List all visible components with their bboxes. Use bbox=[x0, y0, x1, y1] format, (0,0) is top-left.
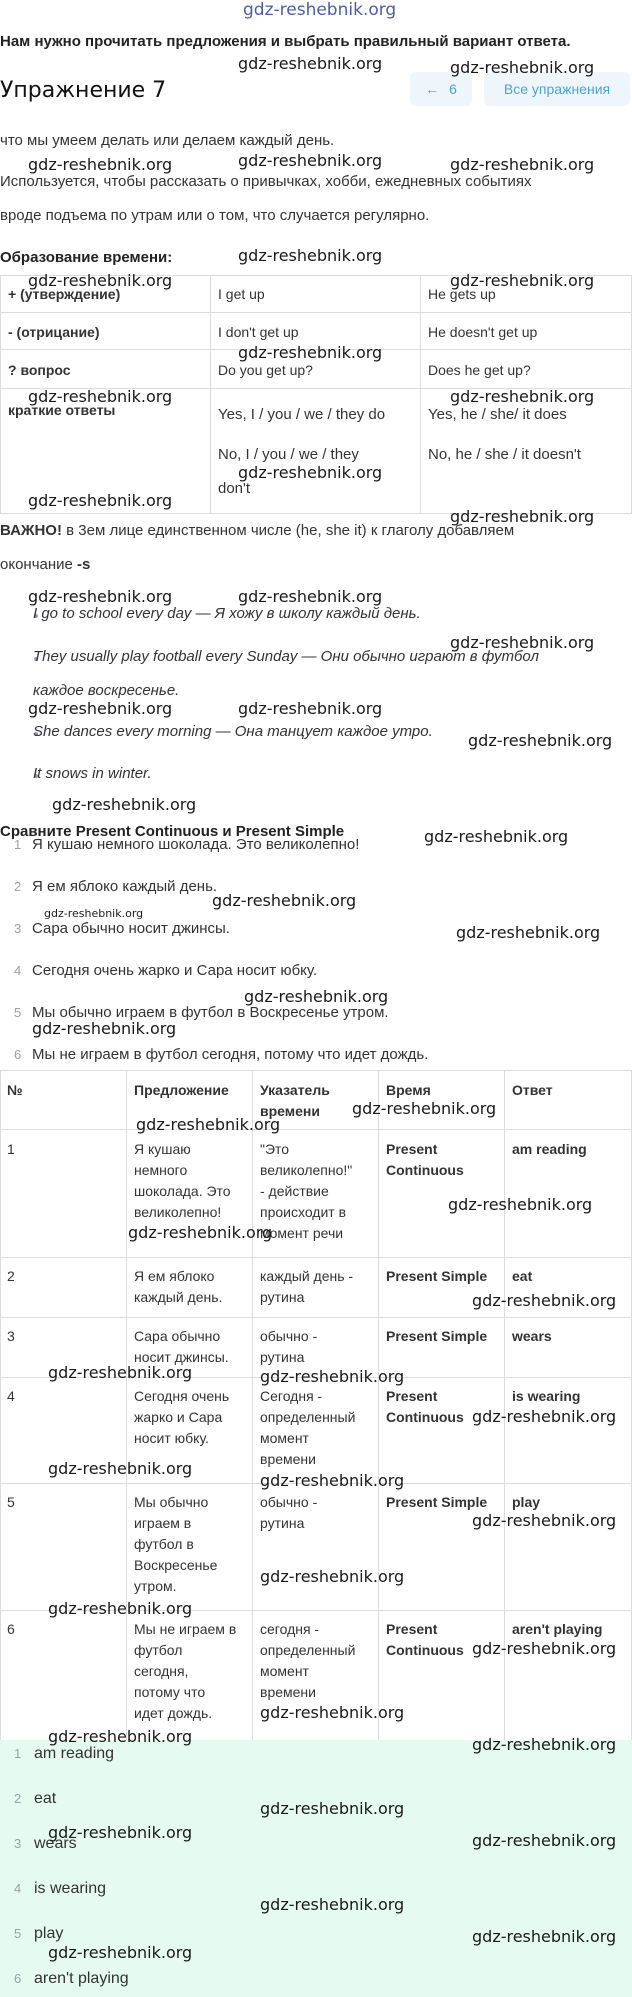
all-exercises-label: Все упражнения bbox=[503, 81, 611, 97]
table-answer: is wearing bbox=[512, 1388, 581, 1404]
sentence-number: 3 bbox=[14, 921, 22, 936]
watermark-text: gdz-reshebnik.org bbox=[48, 1599, 193, 1618]
row-cell: Does he get up? bbox=[428, 362, 531, 378]
cell-line: Я кушаю bbox=[134, 1141, 191, 1157]
table-tense bbox=[386, 1619, 464, 1661]
row-cell: don't bbox=[218, 480, 251, 497]
table-marker bbox=[260, 1266, 353, 1308]
cell-line: рутина bbox=[260, 1515, 305, 1531]
table-cell bbox=[0, 1483, 127, 1611]
row-cell: Yes, I / you / we / they do bbox=[218, 406, 386, 423]
table-answer: am reading bbox=[512, 1141, 587, 1157]
answer-text: eat bbox=[34, 1790, 57, 1807]
table-tense bbox=[386, 1266, 487, 1287]
watermark-text: gdz-reshebnik.org bbox=[243, 0, 397, 20]
watermark-text: gdz-reshebnik.org bbox=[260, 1567, 405, 1586]
table-marker bbox=[260, 1139, 352, 1244]
watermark-text: gdz-reshebnik.org bbox=[472, 1831, 617, 1850]
watermark-text: gdz-reshebnik.org bbox=[260, 1471, 405, 1490]
answer-number: 3 bbox=[14, 1836, 22, 1851]
watermark-text: gdz-reshebnik.org bbox=[28, 271, 173, 290]
example-item: It snows in winter. bbox=[33, 765, 152, 782]
table-sentence bbox=[134, 1619, 236, 1724]
cell-line: Continuous bbox=[386, 1642, 464, 1658]
cell-line: Мы обычно bbox=[134, 1494, 209, 1510]
prev-exercise-label: 6 bbox=[449, 81, 457, 97]
cell-line: Present bbox=[386, 1141, 438, 1157]
watermark-text: gdz-reshebnik.org bbox=[52, 795, 197, 814]
intro-line-2: Используется, чтобы рассказать о привычках, хобби, ежедневных событиях bbox=[0, 173, 532, 190]
cell-line: времени bbox=[260, 1684, 316, 1700]
watermark-text: gdz-reshebnik.org bbox=[32, 1019, 177, 1038]
table-tense bbox=[386, 1139, 464, 1181]
table-answer: wears bbox=[512, 1328, 552, 1344]
cell-line: определенный bbox=[260, 1409, 356, 1425]
table-marker bbox=[260, 1326, 317, 1368]
table-tense bbox=[386, 1326, 487, 1347]
watermark-text: gdz-reshebnik.org bbox=[48, 1943, 193, 1962]
watermark-text: gdz-reshebnik.org bbox=[450, 155, 595, 174]
watermark-text: gdz-reshebnik.org bbox=[450, 507, 595, 526]
comparison-heading: Сравните Present Continuous и Present Simple bbox=[0, 823, 345, 840]
row-label: - (отрицание) bbox=[8, 324, 100, 340]
formation-title: Образование времени: bbox=[0, 249, 173, 266]
row-cell: Yes, he / she/ it does bbox=[428, 406, 567, 423]
cell-line: носит джинсы. bbox=[134, 1349, 229, 1365]
page-title: Упражнение 7 bbox=[0, 78, 167, 103]
watermark-text: gdz-reshebnik.org bbox=[260, 1367, 405, 1386]
watermark-text: gdz-reshebnik.org bbox=[48, 1459, 193, 1478]
row-cell: I get up bbox=[218, 286, 265, 302]
table-row-number: 4 bbox=[7, 1388, 15, 1404]
sentence-number: 1 bbox=[14, 837, 22, 852]
watermark-text: gdz-reshebnik.org bbox=[260, 1895, 405, 1914]
cell-line: Сегодня очень bbox=[134, 1388, 230, 1404]
watermark-text: gdz-reshebnik.org bbox=[28, 155, 173, 174]
cell-line: немного bbox=[134, 1162, 188, 1178]
cell-line: утром. bbox=[134, 1578, 177, 1594]
row-label: краткие ответы bbox=[8, 402, 116, 418]
watermark-text: gdz-reshebnik.org bbox=[238, 699, 383, 718]
cell-line: Present bbox=[386, 1621, 438, 1637]
important-note-2 bbox=[0, 556, 90, 573]
cell-line: "Это bbox=[260, 1141, 290, 1157]
cell-line: Я ем яблоко bbox=[134, 1268, 215, 1284]
watermark-text: gdz-reshebnik.org bbox=[244, 987, 389, 1006]
table-row-number: 6 bbox=[7, 1621, 15, 1637]
table-answer: eat bbox=[512, 1268, 533, 1284]
watermark-text: gdz-reshebnik.org bbox=[352, 1099, 497, 1118]
cell-line: момент bbox=[260, 1663, 309, 1679]
cell-line: момент bbox=[260, 1430, 309, 1446]
cell-line: жарко и Сара bbox=[134, 1409, 223, 1425]
watermark-text: gdz-reshebnik.org bbox=[450, 387, 595, 406]
table-cell bbox=[0, 1610, 127, 1741]
watermark-text: gdz-reshebnik.org bbox=[456, 923, 601, 942]
watermark-text: gdz-reshebnik.org bbox=[472, 1639, 617, 1658]
watermark-text: gdz-reshebnik.org bbox=[48, 1823, 193, 1842]
row-label: + (утверждение) bbox=[8, 286, 121, 302]
cell-line: Continuous bbox=[386, 1162, 464, 1178]
row-label: ? вопрос bbox=[8, 362, 71, 378]
cell-line: Мы не играем в bbox=[134, 1621, 237, 1637]
row-cell: No, I / you / we / they bbox=[218, 446, 359, 463]
cell-line: футбол в bbox=[134, 1536, 194, 1552]
arrow-left-icon: ← bbox=[425, 81, 440, 97]
watermark-text: gdz-reshebnik.org bbox=[472, 1407, 617, 1426]
cell-line: Сара обычно bbox=[134, 1328, 221, 1344]
cell-line: момент речи bbox=[260, 1225, 344, 1241]
row-cell: I don't get up bbox=[218, 324, 299, 340]
table-header-cell: Время bbox=[386, 1082, 431, 1098]
table-tense bbox=[386, 1492, 487, 1513]
cell-line: носит юбку. bbox=[134, 1430, 209, 1446]
sentence-number: 6 bbox=[14, 1047, 22, 1062]
cell-line: рутина bbox=[260, 1289, 305, 1305]
watermark-text: gdz-reshebnik.org bbox=[48, 1727, 193, 1746]
answer-text: am reading bbox=[34, 1745, 115, 1762]
table-sentence bbox=[134, 1386, 229, 1449]
table-tense bbox=[386, 1386, 464, 1428]
watermark-text: gdz-reshebnik.org bbox=[450, 633, 595, 652]
answer-text: play bbox=[34, 1925, 64, 1942]
watermark-text: gdz-reshebnik.org bbox=[238, 587, 383, 606]
watermark-text: gdz-reshebnik.org bbox=[44, 907, 144, 920]
cell-line: играем в bbox=[134, 1515, 192, 1531]
watermark-text: gdz-reshebnik.org bbox=[472, 1927, 617, 1946]
example-item: каждое воскресенье. bbox=[33, 682, 180, 699]
sentence-text: Мы обычно играем в футбол в Воскресенье утром. bbox=[32, 1004, 389, 1021]
watermark-text: gdz-reshebnik.org bbox=[28, 387, 173, 406]
cell-line: футбол bbox=[134, 1642, 183, 1658]
answer-text: aren't playing bbox=[34, 1970, 129, 1987]
prev-exercise-button[interactable] bbox=[410, 72, 472, 106]
watermark-text: gdz-reshebnik.org bbox=[238, 463, 383, 482]
example-item: I go to school every day — Я хожу в школу каждый день. bbox=[33, 605, 421, 622]
intro-line-3: вроде подъема по утрам или о том, что случается регулярно. bbox=[0, 207, 430, 224]
table-row-number: 1 bbox=[7, 1141, 15, 1157]
row-cell: No, he / she / it doesn't bbox=[428, 446, 581, 463]
watermark-text: gdz-reshebnik.org bbox=[260, 1799, 405, 1818]
table-header-cell: № bbox=[7, 1082, 23, 1098]
instruction-text: Нам нужно прочитать предложения и выбрать правильный вариант ответа. bbox=[0, 33, 571, 50]
cell-line: каждый день. bbox=[134, 1289, 223, 1305]
table-header-cell: Предложение bbox=[134, 1082, 229, 1098]
table-marker bbox=[260, 1619, 355, 1703]
watermark-text: gdz-reshebnik.org bbox=[28, 491, 173, 510]
table-cell bbox=[0, 1129, 127, 1258]
cell-line: происходит в bbox=[260, 1204, 347, 1220]
answer-text: is wearing bbox=[34, 1880, 107, 1897]
watermark-text: gdz-reshebnik.org bbox=[238, 246, 383, 265]
cell-line: сегодня, bbox=[134, 1663, 189, 1679]
watermark-text: gdz-reshebnik.org bbox=[28, 699, 173, 718]
table-row-number: 5 bbox=[7, 1494, 15, 1510]
sentence-number: 5 bbox=[14, 1005, 22, 1020]
watermark-text: gdz-reshebnik.org bbox=[472, 1291, 617, 1310]
watermark-text: gdz-reshebnik.org bbox=[448, 1195, 593, 1214]
watermark-text: gdz-reshebnik.org bbox=[28, 587, 173, 606]
answer-text: wears bbox=[34, 1835, 77, 1852]
sentence-text: Я ем яблоко каждый день. bbox=[32, 878, 218, 895]
all-exercises-button[interactable] bbox=[484, 72, 630, 106]
cell-line: шоколада. Это bbox=[134, 1183, 231, 1199]
row-cell: He doesn't get up bbox=[428, 324, 538, 340]
answer-number: 5 bbox=[14, 1926, 22, 1941]
cell-line: определенный bbox=[260, 1642, 356, 1658]
answer-number: 2 bbox=[14, 1791, 22, 1806]
answer-number: 6 bbox=[14, 1971, 22, 1986]
cell-line: сегодня - bbox=[260, 1621, 320, 1637]
cell-line: великолепно!" bbox=[260, 1162, 353, 1178]
table-answer: play bbox=[512, 1494, 541, 1510]
important-note bbox=[0, 522, 514, 539]
cell-line: - действие bbox=[260, 1183, 329, 1199]
cell-line: Present bbox=[386, 1388, 438, 1404]
watermark-text: gdz-reshebnik.org bbox=[450, 271, 595, 290]
sentence-text: Мы не играем в футбол сегодня, потому что идет дождь. bbox=[32, 1046, 429, 1063]
row-cell: He gets up bbox=[428, 286, 496, 302]
sentence-text: Сегодня очень жарко и Сара носит юбку. bbox=[32, 962, 318, 979]
watermark-text: gdz-reshebnik.org bbox=[450, 58, 595, 77]
table-sentence bbox=[134, 1139, 231, 1223]
table-sentence bbox=[134, 1492, 217, 1597]
table-answer: aren't playing bbox=[512, 1621, 603, 1637]
cell-line: идет дождь. bbox=[134, 1705, 213, 1721]
table-header-cell: Ответ bbox=[512, 1082, 553, 1098]
watermark-text: gdz-reshebnik.org bbox=[238, 343, 383, 362]
watermark-text: gdz-reshebnik.org bbox=[468, 731, 613, 750]
watermark-text: gdz-reshebnik.org bbox=[424, 827, 569, 846]
watermark-text: gdz-reshebnik.org bbox=[212, 891, 357, 910]
cell-line: Continuous bbox=[386, 1409, 464, 1425]
table-header-cell: Указатель времени bbox=[260, 1082, 330, 1119]
sentence-number: 2 bbox=[14, 879, 22, 894]
cell-line: Воскресенье bbox=[134, 1557, 218, 1573]
watermark-text: gdz-reshebnik.org bbox=[260, 1703, 405, 1722]
important-text: в 3ем лице единственном числе (he, she it) к глаголу добавляем bbox=[61, 522, 515, 539]
cell-line: Present Simple bbox=[386, 1328, 488, 1344]
sentence-text: Сара обычно носит джинсы. bbox=[32, 920, 230, 937]
answer-number: 1 bbox=[14, 1746, 22, 1761]
watermark-text: gdz-reshebnik.org bbox=[238, 151, 383, 170]
cell-line: Present Simple bbox=[386, 1268, 488, 1284]
intro-line-1: что мы умеем делать или делаем каждый день. bbox=[0, 132, 335, 149]
important-suffix: -s bbox=[77, 556, 91, 573]
cell-line: времени bbox=[260, 1451, 316, 1467]
cell-line: каждый день - bbox=[260, 1268, 354, 1284]
watermark-text: gdz-reshebnik.org bbox=[472, 1511, 617, 1530]
table-row-number: 3 bbox=[7, 1328, 15, 1344]
table-row-number: 2 bbox=[7, 1268, 15, 1284]
table-marker bbox=[260, 1492, 317, 1534]
row-cell: Do you get up? bbox=[218, 362, 313, 378]
table-cell bbox=[0, 1257, 127, 1318]
sentence-text: Я кушаю немного шоколада. Это великолепно! bbox=[32, 836, 360, 853]
watermark-text: gdz-reshebnik.org bbox=[136, 1115, 281, 1134]
example-item: She dances every morning — Она танцует каждое утро. bbox=[33, 723, 433, 740]
cell-line: Сегодня - bbox=[260, 1388, 323, 1404]
cell-line: обычно - bbox=[260, 1494, 318, 1510]
cell-line: великолепно! bbox=[134, 1204, 222, 1220]
cell-line: потому что bbox=[134, 1684, 206, 1700]
table-sentence bbox=[134, 1266, 222, 1308]
watermark-text: gdz-reshebnik.org bbox=[128, 1223, 273, 1242]
important-text-2: окончание bbox=[0, 556, 78, 573]
watermark-text: gdz-reshebnik.org bbox=[48, 1363, 193, 1382]
table-marker bbox=[260, 1386, 355, 1470]
cell-line: рутина bbox=[260, 1349, 305, 1365]
sentence-number: 4 bbox=[14, 963, 22, 978]
important-label: ВАЖНО! bbox=[0, 522, 62, 539]
example-item: They usually play football every Sunday — Они обычно играют в футбол bbox=[33, 648, 539, 665]
watermark-text: gdz-reshebnik.org bbox=[472, 1735, 617, 1754]
answer-number: 4 bbox=[14, 1881, 22, 1896]
cell-line: обычно - bbox=[260, 1328, 318, 1344]
cell-line: Present Simple bbox=[386, 1494, 488, 1510]
table-sentence bbox=[134, 1326, 229, 1368]
watermark-text: gdz-reshebnik.org bbox=[238, 54, 383, 73]
